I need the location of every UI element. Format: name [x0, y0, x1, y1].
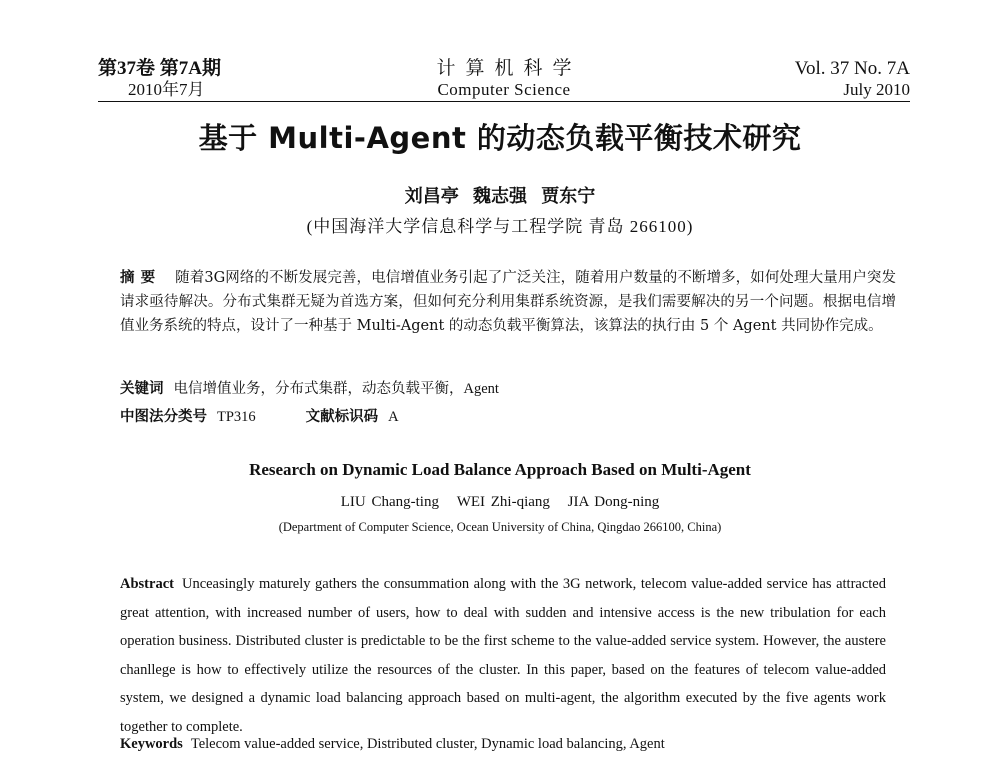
abstract-cn-text: 随着3G网络的不断发展完善，电信增值业务引起了广泛关注，随着用户数量的不断增多，如何处理大量用户突发请求亟待解决。分布式集群无疑为首选方案，但如何充分利用集群系统资源，是我们需要解决的另一个问题。根据电信增值业务系统的特点，设计了一种基于 Multi-Agent 的动态负载平衡算法，该算法的执行由 5 个 Agent 共同协作完成。 [120, 270, 896, 334]
clc-label: 中图法分类号 [120, 409, 207, 425]
journal-name-cn: 计算机科学 [436, 58, 582, 79]
authors-cn: 刘昌亭 魏志强 贾东宁 [404, 186, 596, 207]
keywords-cn-text: 电信增值业务，分布式集群，动态负载平衡，Agent [173, 381, 499, 397]
clc-value: TP316 [217, 409, 256, 425]
paper-title-cn: 基于 Multi-Agent 的动态负载平衡技术研究 [198, 121, 802, 155]
author-en: JIA Dong-ning [567, 494, 660, 510]
header-volume-info-en [795, 58, 910, 100]
paper-title-en: Research on Dynamic Load Balance Approach Based on Multi-Agent [249, 460, 751, 479]
header-date-en: July 2010 [843, 80, 910, 99]
header-volume-en: Vol. 37 No. 7A [794, 58, 910, 79]
classification-row [120, 406, 399, 428]
doc-code-value: A [388, 409, 399, 425]
keywords-cn [120, 378, 499, 400]
abstract-en [120, 570, 886, 742]
author-en: WEI Zhi-qiang [456, 494, 550, 510]
abstract-en-text: Unceasingly maturely gathers the consummation along with the 3G network, telecom value-added service has attracted great attention, with increased number of users, how to deal with sudden and intensive access is the new tribulation for each operation business. Distributed cluster is predictable to be the first scheme to the value-added service system. However, the austere chanllege is how to effectively utilize the resources of the cluster. In this paper, based on the features of telecom value-added system, we designed a dynamic load balancing approach based on multi-agent, the algorithm executed by the five agents work together to complete. [120, 576, 886, 735]
affiliation-cn: (中国海洋大学信息科学与工程学院 青岛 266100) [306, 217, 694, 236]
keywords-en [120, 733, 665, 755]
affiliation-en: (Department of Computer Science, Ocean University of China, Qingdao 266100, China) [278, 520, 722, 534]
authors-en [0, 494, 1000, 511]
header-journal-name [98, 58, 910, 100]
journal-name-en: Computer Science [437, 80, 571, 99]
header-date-cn: 2010年7月 [128, 80, 205, 99]
header-rule [98, 101, 910, 102]
keywords-cn-label: 关键词 [120, 381, 164, 397]
abstract-cn-label: 摘要 [120, 270, 162, 286]
keywords-en-text: Telecom value-added service, Distributed cluster, Dynamic load balancing, Agent [190, 736, 665, 752]
author-en: LIU Chang-ting [340, 494, 439, 510]
header-volume: 第37卷 第7A期 [98, 58, 221, 79]
abstract-cn [120, 266, 896, 338]
abstract-en-label: Abstract [120, 576, 174, 592]
running-header [98, 58, 910, 102]
doc-code-label: 文献标识码 [305, 409, 379, 425]
keywords-en-label: Keywords [120, 736, 183, 752]
